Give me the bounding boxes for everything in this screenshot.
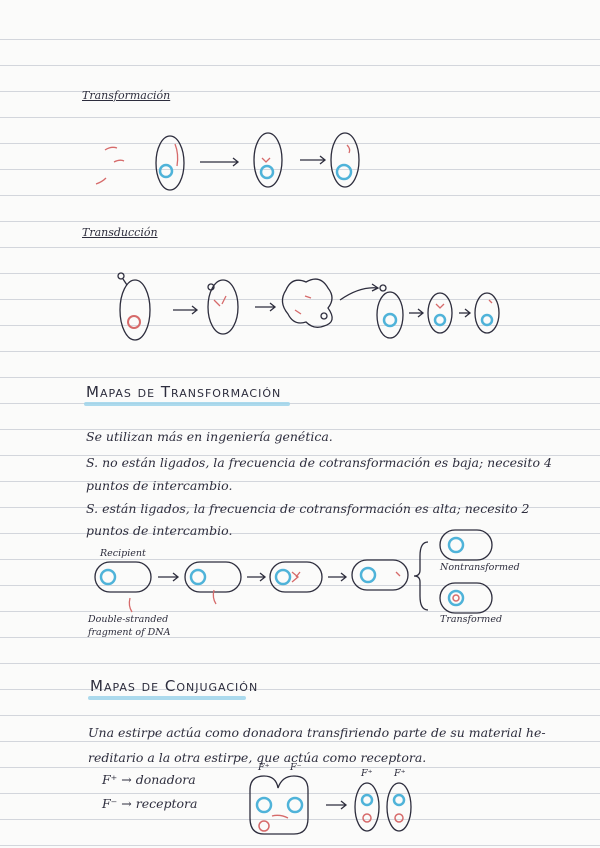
heading-mapas-conjugacion: Mapas de Conjugación	[90, 677, 259, 695]
heading-highlight	[84, 402, 290, 406]
conj-label-4: F⁺	[394, 768, 406, 779]
heading-transformacion: Transformación	[82, 89, 171, 102]
text-line-4: S. están ligados, la frecuencia de cotransformación es alta; necesito 2	[86, 501, 530, 516]
transformation-map-diagram	[95, 530, 492, 613]
bullet-symbol: F⁺	[102, 772, 118, 787]
transformation-diagram	[96, 133, 359, 190]
text-line-3: puntos de intercambio.	[86, 478, 233, 493]
conj-label-3: F⁺	[361, 768, 373, 779]
bullet-symbol: F⁻	[102, 796, 118, 811]
text-line-2: S. no están ligados, la frecuencia de cotransformación es baja; necesito 4	[86, 455, 552, 470]
bullet-text: → donadora	[121, 772, 196, 787]
label-nontransformed: Nontransformed	[440, 562, 520, 573]
heading-transduccion: Transducción	[82, 226, 158, 239]
transduction-diagram	[118, 273, 499, 340]
heading-mapas-transformacion: Mapas de Transformación	[86, 383, 282, 401]
bullet-donadora	[102, 772, 196, 787]
conj-label-2: F⁻	[290, 762, 302, 773]
text-line-1: Se utilizan más en ingeniería genética.	[86, 429, 333, 444]
heading-highlight-2	[88, 696, 246, 700]
label-recipient: Recipient	[100, 548, 146, 559]
text-line-5: puntos de intercambio.	[86, 523, 233, 538]
bullet-receptora	[102, 796, 197, 811]
label-transformed: Transformed	[440, 614, 503, 625]
label-fragment-1: Double-stranded	[88, 614, 169, 625]
conj-line-2: reditario a la otra estirpe, que actúa como receptora.	[88, 750, 427, 765]
label-fragment-2: fragment of DNA	[88, 627, 171, 638]
bullet-text: → receptora	[121, 796, 198, 811]
conj-label-1: F⁺	[258, 762, 270, 773]
conjugation-diagram	[250, 776, 411, 834]
conj-line-1: Una estirpe actúa como donadora transfiriendo parte de su material he-	[88, 725, 546, 740]
